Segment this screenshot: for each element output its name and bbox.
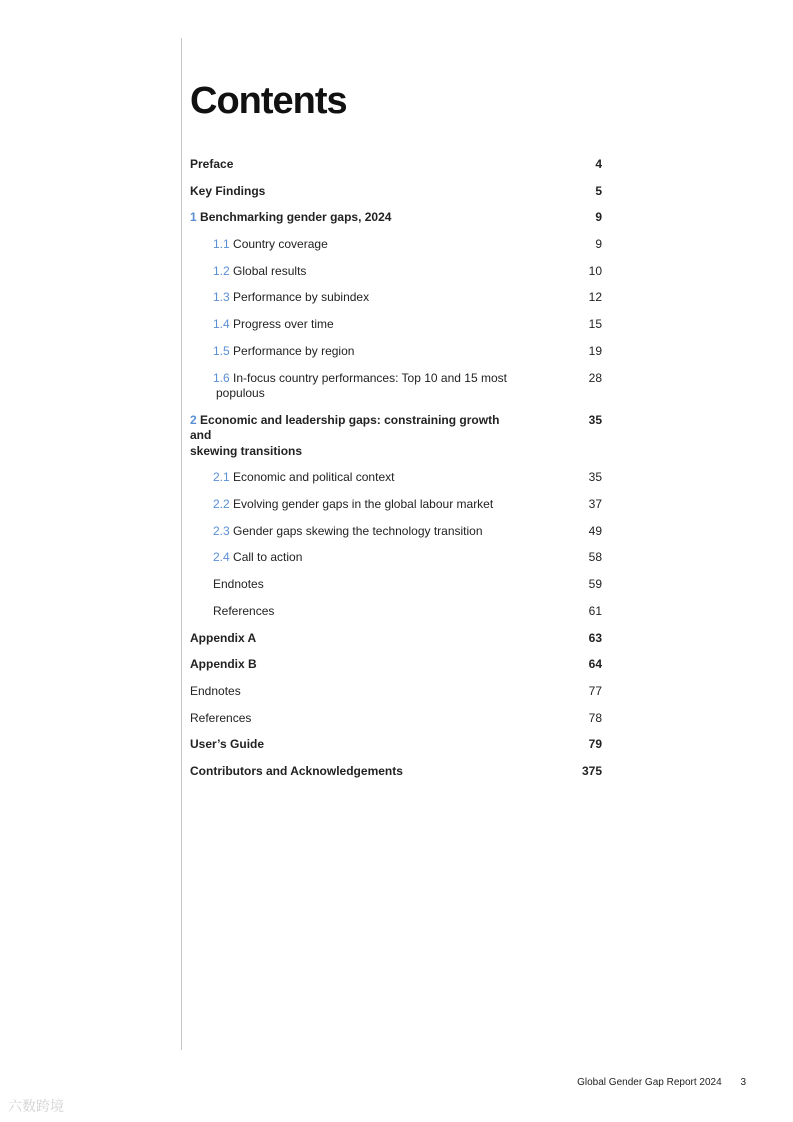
toc-entry-label: Preface [190, 157, 234, 171]
toc-entry-label: Endnotes [190, 683, 241, 698]
footer-page-number: 3 [740, 1077, 746, 1088]
toc-entry[interactable] [190, 550, 602, 566]
toc-entry-label: References [213, 603, 275, 618]
toc-entry-label: Performance by subindex [233, 290, 370, 305]
toc-entry[interactable] [190, 470, 602, 486]
toc-entry-label: Gender gaps skewing the technology transition [233, 523, 483, 538]
toc-page-number: 58 [588, 550, 602, 565]
toc-entry-label: Evolving gender gaps in the global labour market [233, 497, 494, 512]
toc-entry-number: 2.1 [213, 470, 230, 485]
toc-entry[interactable] [190, 344, 602, 360]
toc-entry-label: User’s Guide [190, 737, 265, 752]
toc-page-number: 5 [595, 183, 602, 198]
toc-entry-title [190, 184, 520, 200]
toc-page-number: 77 [588, 683, 602, 698]
toc-entry-number: 1.2 [213, 263, 230, 278]
table-of-contents [190, 157, 602, 791]
toc-entry[interactable] [190, 184, 602, 200]
toc-entry-title [190, 631, 520, 647]
toc-page-number: 12 [588, 290, 602, 305]
toc-entry-title [213, 344, 513, 360]
page-title: Contents [190, 80, 347, 122]
toc-entry-title [190, 210, 520, 226]
toc-entry-title [190, 157, 520, 173]
toc-entry-number: 2.4 [213, 550, 230, 565]
toc-page-number: 19 [588, 343, 602, 358]
toc-entry[interactable] [190, 497, 602, 513]
toc-entry[interactable] [190, 684, 602, 700]
margin-rule [181, 38, 182, 1050]
toc-page-number: 64 [588, 657, 602, 672]
toc-entry[interactable] [190, 657, 602, 673]
toc-entry-title [213, 550, 513, 566]
toc-page-number: 35 [588, 470, 602, 485]
toc-entry[interactable] [190, 577, 602, 593]
toc-entry-title [190, 737, 520, 753]
page-footer [577, 1077, 746, 1088]
toc-entry-title [213, 237, 513, 253]
toc-entry[interactable] [190, 157, 602, 173]
toc-entry-title [213, 604, 513, 620]
toc-entry[interactable] [190, 737, 602, 753]
toc-entry[interactable] [190, 371, 602, 402]
toc-entry-label: Key Findings [190, 183, 266, 198]
toc-entry[interactable] [190, 524, 602, 540]
toc-page-number: 10 [588, 263, 602, 278]
toc-entry-label: Appendix A [190, 630, 257, 645]
toc-entry-number: 2.3 [213, 523, 230, 538]
toc-entry-label: In-focus country performances: Top 10 and 15 most [233, 370, 507, 385]
toc-page-number: 15 [588, 317, 602, 332]
toc-page-number: 59 [588, 577, 602, 592]
toc-entry-title [213, 290, 513, 306]
toc-entry-title [190, 413, 520, 460]
toc-entry-title [190, 764, 520, 780]
toc-entry-number: 2.2 [213, 497, 230, 512]
toc-entry-number: 1.6 [213, 370, 230, 385]
toc-page-number: 61 [588, 603, 602, 618]
toc-page-number: 28 [588, 370, 602, 385]
footer-report-title: Global Gender Gap Report 2024 [577, 1077, 722, 1088]
toc-entry-label-continued: skewing transitions [190, 443, 303, 458]
toc-entry[interactable] [190, 764, 602, 780]
toc-entry[interactable] [190, 317, 602, 333]
toc-entry-title [190, 684, 520, 700]
toc-entry-label: Economic and political context [233, 470, 395, 485]
toc-entry-title [213, 317, 513, 333]
toc-entry[interactable] [190, 290, 602, 306]
toc-entry[interactable] [190, 210, 602, 226]
toc-entry-number: 1.1 [213, 237, 230, 252]
watermark-logo: 六数跨境 [8, 1098, 64, 1114]
toc-entry-title [213, 497, 513, 513]
toc-entry-title [213, 577, 513, 593]
toc-page-number: 375 [581, 763, 602, 778]
toc-entry-label: Progress over time [233, 317, 334, 332]
toc-entry[interactable] [190, 413, 602, 460]
toc-page-number: 63 [588, 630, 602, 645]
toc-page-number: 49 [588, 523, 602, 538]
toc-entry-label: Performance by region [233, 343, 355, 358]
toc-entry-number: 1.3 [213, 290, 230, 305]
toc-entry-label: Economic and leadership gaps: constraining growth and [190, 412, 500, 443]
toc-page-number: 4 [595, 157, 602, 171]
toc-entry[interactable] [190, 631, 602, 647]
toc-entry-number: 1 [190, 210, 197, 225]
toc-entry[interactable] [190, 711, 602, 727]
toc-page-number: 79 [588, 737, 602, 752]
toc-entry[interactable] [190, 264, 602, 280]
toc-entry-label: Contributors and Acknowledgements [190, 763, 403, 778]
toc-entry-title [213, 470, 513, 486]
toc-entry-number: 1.4 [213, 317, 230, 332]
toc-entry-title [213, 524, 513, 540]
toc-entry-label: Country coverage [233, 237, 328, 252]
toc-page-number: 35 [588, 412, 602, 427]
toc-entry-number: 2 [190, 412, 197, 427]
toc-page-number: 78 [588, 710, 602, 725]
toc-entry-label: Appendix B [190, 657, 257, 672]
toc-entry-number: 1.5 [213, 343, 230, 358]
toc-entry-title [213, 371, 513, 402]
toc-entry-label: Endnotes [213, 577, 264, 592]
toc-entry-title [190, 711, 520, 727]
toc-page-number: 37 [588, 497, 602, 512]
toc-page-number: 9 [595, 237, 602, 252]
toc-entry-label: Call to action [233, 550, 303, 565]
toc-entry[interactable] [190, 237, 602, 253]
toc-entry-label: Global results [233, 263, 307, 278]
toc-entry-label: Benchmarking gender gaps, 2024 [200, 210, 392, 225]
toc-entry-label-continued: populous [216, 386, 265, 400]
toc-entry-title [213, 264, 513, 280]
toc-entry-label: References [190, 710, 252, 725]
toc-page-number: 9 [595, 210, 602, 225]
toc-entry[interactable] [190, 604, 602, 620]
toc-entry-title [190, 657, 520, 673]
